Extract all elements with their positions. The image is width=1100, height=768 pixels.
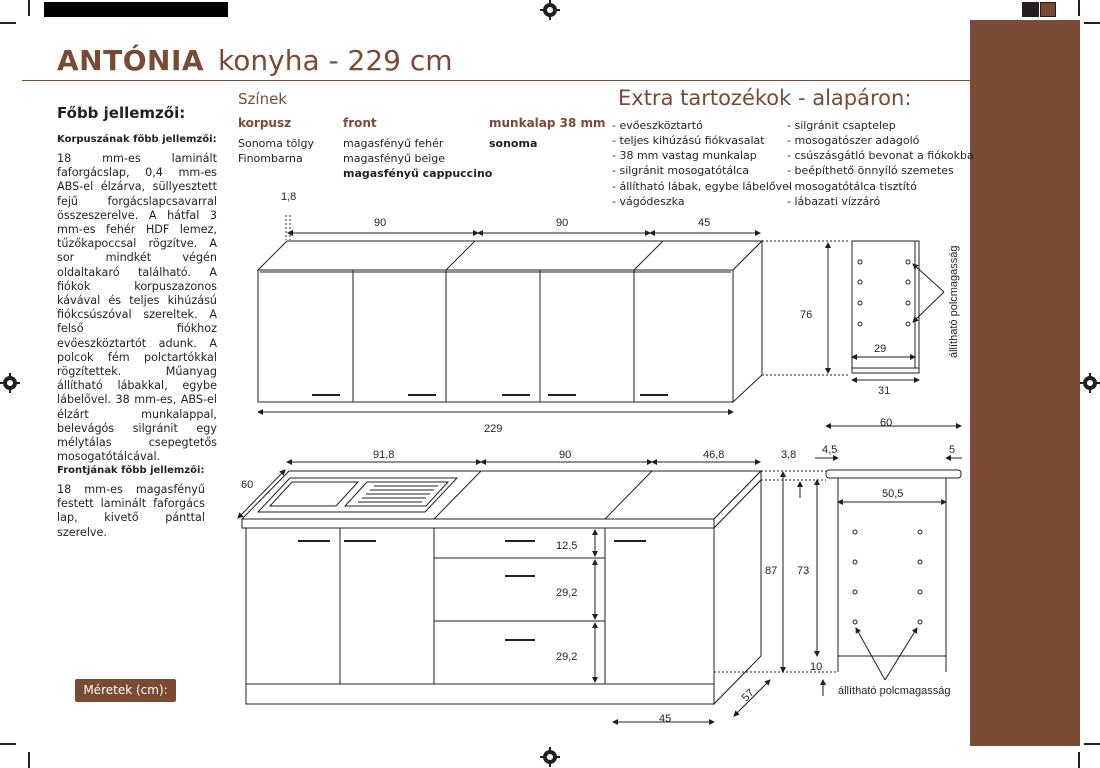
dim-lower-side: 57 <box>739 686 757 705</box>
dim-upper-total: 229 <box>484 423 503 435</box>
extra-item: - lábazati vízzáró <box>787 195 881 208</box>
dim-lower-bottom: 45 <box>659 713 672 725</box>
dim-body-height: 73 <box>797 565 810 577</box>
dim-lower-w3: 46,8 <box>703 449 725 461</box>
extra-item: - 38 mm vastag munkalap <box>612 149 757 162</box>
dim-upper-w2: 90 <box>556 217 569 229</box>
dim-lower-depth: 60 <box>241 479 254 491</box>
product-name: ANTÓNIA <box>57 44 205 77</box>
korpusz-description: 18 mm-es laminált faforgácslap, 0,4 mm-es ABS-el élzárva, süllyesztett fejű forgácslapcsavarral összeszerelve. A hátfal 3 mm-es fehér HDF lemez, tűzőkapoccsal rögzítve. A sor mindkét végén oldaltakaró található. A fiókok korpuszazonos kávával és teljes kihúzású fiókcsúszóval szereltek. A felső fiókhoz evőeszköztartót adunk. A polcok fém polctartókkal rögzítettek. Műanyag állítható lábakkal, egybe lábelővel. 38 mm-es, ABS-el élzárt munkalappal, belevágós silgránit egy mélytálas csepegtetős mosogatótálcával. <box>57 152 217 464</box>
extra-item: - vágódeszka <box>612 195 685 208</box>
munkalap-color-label: munkalap 38 mm <box>489 116 606 130</box>
dim-upper-inner-depth: 29 <box>874 343 887 355</box>
dim-right-offset: 5 <box>949 444 956 456</box>
extra-item: - mosogatótálca tisztító <box>787 180 917 193</box>
front-heading: Frontjának főbb jellemzői: <box>57 465 205 476</box>
korpusz-color-value: Sonoma tölgy <box>238 137 314 150</box>
munkalap-color-value: sonoma <box>489 137 538 150</box>
korpusz-color-value: Finombarna <box>238 152 303 165</box>
features-title: Főbb jellemzői: <box>57 104 186 122</box>
korpusz-color-label: korpusz <box>238 116 292 130</box>
dim-drawer1: 12,5 <box>556 540 578 552</box>
extra-item: - teljes kihúzású fiókvasalat <box>612 134 765 147</box>
extra-item: - silgránit mosogatótálca <box>612 164 749 177</box>
dim-upper-offset: 1,8 <box>281 191 297 203</box>
upper-side-section <box>762 241 944 375</box>
dim-top-depth: 60 <box>880 417 893 429</box>
extra-item: - csúszásgátló bevonat a fiókokba <box>787 149 974 162</box>
korpusz-heading: Korpuszának főbb jellemzői: <box>57 134 217 145</box>
front-color-value: magasfényű beige <box>343 152 446 165</box>
extra-item: - beépíthető önnyíló szemetes <box>787 164 954 177</box>
upper-cabinets-drawing <box>258 241 762 402</box>
extra-item: - silgránit csaptelep <box>787 119 896 132</box>
dim-lower-w1: 91,8 <box>373 449 395 461</box>
dim-upper-w1: 90 <box>374 217 387 229</box>
dim-top-thickness: 3,8 <box>781 449 797 461</box>
dim-drawer2: 29,2 <box>556 587 578 599</box>
dimensions-badge: Méretek (cm): <box>75 679 176 702</box>
upper-shelf-label: állítható polcmagasság <box>948 245 960 358</box>
extras-title: Extra tartozékok - alapáron: <box>618 86 912 110</box>
colors-title: Színek <box>238 90 287 108</box>
lower-shelf-label: állítható polcmagasság <box>838 685 951 697</box>
dim-upper-depth: 31 <box>878 385 891 397</box>
lower-cabinets-drawing <box>242 471 761 704</box>
dim-drawer3: 29,2 <box>556 651 578 663</box>
dim-lower-w2: 90 <box>559 449 572 461</box>
product-subtitle: konyha - 229 cm <box>218 44 453 77</box>
dim-upper-height: 76 <box>800 309 813 321</box>
extra-item: - evőeszköztartó <box>612 119 703 132</box>
extra-item: - mosogatószer adagoló <box>787 134 920 147</box>
dim-plinth: 10 <box>810 661 823 673</box>
front-description: 18 mm-es magasfényű festett laminált faforgács lap, kivető pánttal szerelve. <box>57 483 205 539</box>
front-color-label: front <box>343 116 377 130</box>
dim-inner-width: 50,5 <box>882 488 904 500</box>
dim-left-offset: 4,5 <box>822 444 838 456</box>
front-color-value: magasfényű cappuccino <box>343 167 493 180</box>
front-color-value: magasfényű fehér <box>343 137 444 150</box>
extra-item: - állítható lábak, egybe lábelővel <box>612 180 792 193</box>
dim-total-height: 87 <box>765 565 778 577</box>
dim-upper-w3: 45 <box>698 217 711 229</box>
